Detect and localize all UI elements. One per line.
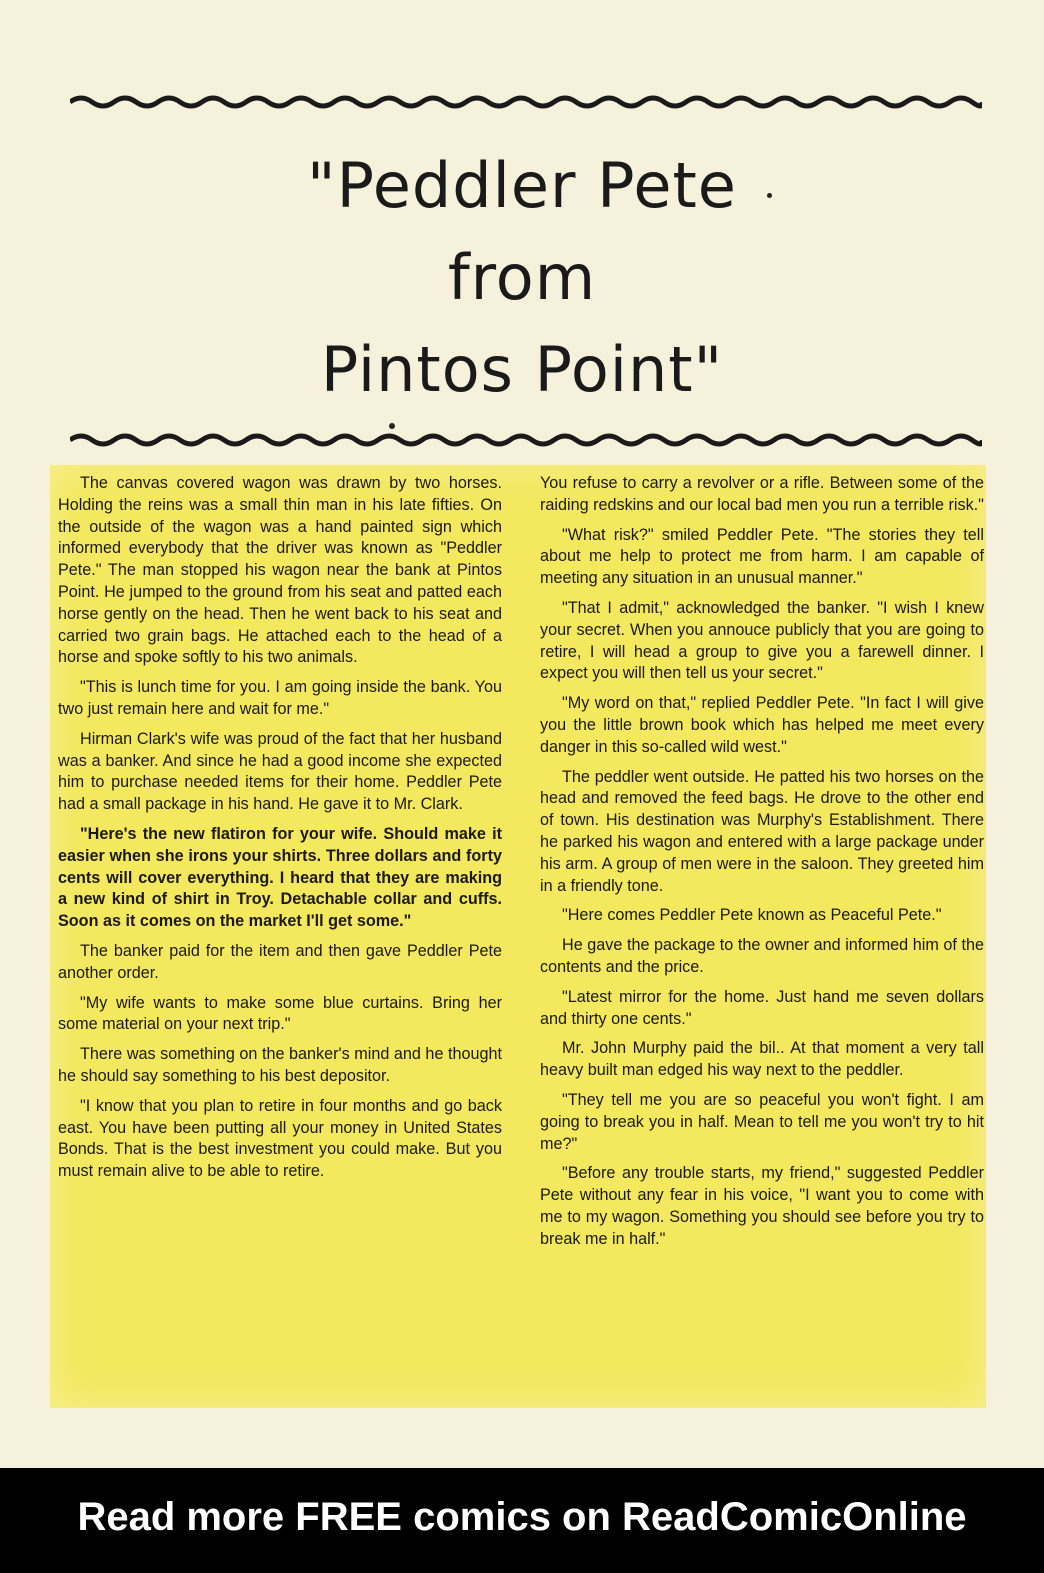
paragraph: "Latest mirror for the home. Just hand me seven dollars and thirty one cents." bbox=[540, 987, 984, 1028]
promo-footer-banner[interactable] bbox=[0, 1468, 1044, 1573]
title-line-1: "Peddler Pete bbox=[307, 149, 737, 222]
paragraph: "This is lunch time for you. I am going inside the bank. You two just remain here and wait for me." bbox=[58, 678, 502, 718]
paragraph: "My word on that," replied Peddler Pete. "In fact I will give you the little brown book which has helped me meet every danger in this so-called wild west." bbox=[540, 694, 984, 756]
print-speck bbox=[767, 193, 772, 198]
article-body bbox=[50, 465, 986, 1408]
paragraph: "Here comes Peddler Pete known as Peaceful Pete." bbox=[562, 906, 942, 925]
paragraph: "I know that you plan to retire in four months and go back east. You have been putting all your money in United States Bonds. That is the best investment you could make. But you must remain alive to be able to retire. bbox=[58, 1096, 502, 1181]
left-column bbox=[58, 473, 502, 1191]
paragraph: There was something on the banker's mind and he thought he should say something to his best depositor. bbox=[58, 1045, 502, 1085]
paragraph: Mr. John Murphy paid the bil.. At that moment a very tall heavy built man edged his way next to the peddler. bbox=[540, 1039, 984, 1080]
paragraph: The canvas covered wagon was drawn by two horses. Holding the reins was a small thin man in his late fifties. On the outside of the wagon was a hand painted sign which informed everybody that the driver was known as "Peddler Pete." The man stopped his wagon near the bank at Pintos Point. He jumped to the ground from his seat and patted each horse gently on the head. Then he went back to his seat and carried two grain bags. He attached each to the head of a horse and spoke softly to his two animals. bbox=[58, 474, 502, 667]
paragraph: "Before any trouble starts, my friend," suggested Peddler Pete without any fear in his voice, "I want you to come with me to my wagon. Something you should see before you try to break me in half." bbox=[540, 1164, 984, 1248]
bottom-wavy-divider bbox=[70, 430, 982, 450]
paragraph: The banker paid for the item and then gave Peddler Pete another order. bbox=[58, 941, 502, 982]
paragraph: "That I admit," acknowledged the banker. "I wish I knew your secret. When you annouce publicly that you are going to retire, I will head a group to give you a farewell dinner. I expect you will then tell us your secret." bbox=[540, 598, 984, 683]
paragraph: You refuse to carry a revolver or a rifle. Between some of the raiding redskins and our local bad men you run a terrible risk." bbox=[540, 474, 984, 514]
print-speck bbox=[389, 423, 395, 429]
footer-text[interactable]: Read more FREE comics on ReadComicOnline bbox=[77, 1495, 967, 1539]
paragraph: "They tell me you are so peaceful you won't fight. I am going to break you in half. Mean to tell me you won't try to hit me?" bbox=[540, 1090, 984, 1153]
paragraph: "Here's the new flatiron for your wife. Should make it easier when she irons your shirts. Three dollars and forty cents will cover everything. I heard that they are making a new kind of shirt in Troy. Detachable collar and cuffs. Soon as it comes on the market I'll get some." bbox=[58, 824, 502, 931]
paragraph: "What risk?" smiled Peddler Pete. "The stories they tell about me help to protect me from harm. I am capable of meeting any situation in an unusual manner." bbox=[540, 525, 984, 588]
story-title bbox=[0, 140, 1044, 416]
paragraph: He gave the package to the owner and informed him of the contents and the price. bbox=[540, 936, 984, 976]
title-line-3: Pintos Point" bbox=[320, 333, 724, 406]
title-line-2: from bbox=[447, 241, 597, 314]
top-wavy-divider bbox=[70, 92, 982, 112]
right-column bbox=[540, 473, 984, 1259]
paragraph: The peddler went outside. He patted his two horses on the head and removed the feed bags. He drove to the other end of town. His destination was Murphy's Establishment. There he parked his wagon and entered with a large package under his arm. A group of men were in the saloon. They greeted him in a friendly tone. bbox=[540, 767, 984, 895]
paragraph: Hirman Clark's wife was proud of the fact that her husband was a banker. And since he had a good income she expected him to purchase needed items for their home. Peddler Pete had a small package in his hand. He gave it to Mr. Clark. bbox=[58, 729, 502, 814]
paragraph: "My wife wants to make some blue curtains. Bring her some material on your next trip." bbox=[58, 993, 502, 1034]
